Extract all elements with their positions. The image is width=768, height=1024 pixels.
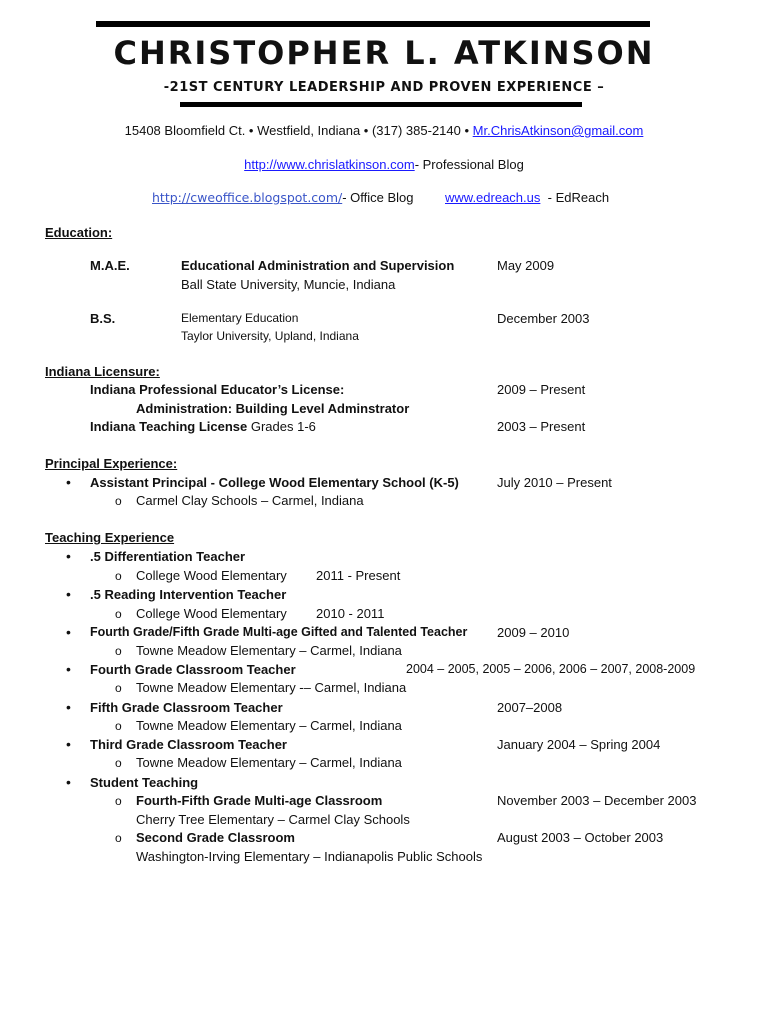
degree-date-mae: May 2009 [497, 258, 555, 273]
teaching-school-date: 2010 - 2011 [316, 606, 385, 621]
degree-field-mae: Educational Administration and Supervision [181, 258, 455, 273]
principal-date: July 2010 – Present [497, 475, 612, 490]
degree-school-bs: Taylor University, Upland, Indiana [181, 329, 359, 343]
circle-bullet-icon: o [115, 681, 122, 695]
office-blog-line [152, 190, 414, 205]
education-heading: Education: [45, 225, 113, 240]
degree-school-mae: Ball State University, Muncie, Indiana [181, 277, 396, 292]
principal-heading: Principal Experience: [45, 456, 178, 471]
edreach-label: - EdReach [547, 190, 610, 205]
student-teaching-date: August 2003 – October 2003 [497, 830, 664, 845]
license-teaching-grades: Grades 1-6 [247, 419, 316, 434]
blog-link[interactable]: http://www.chrislatkinson.com [244, 157, 415, 172]
contact-line [0, 123, 768, 138]
degree-field-bs: Elementary Education [181, 311, 299, 325]
license-admin: Administration: Building Level Adminstrator [136, 401, 410, 416]
principal-role: Assistant Principal - College Wood Elementary School (K-5) [90, 475, 459, 490]
student-teaching-role: Fourth-Fifth Grade Multi-age Classroom [136, 793, 383, 808]
contact-address: 15408 Bloomfield Ct. • Westfield, Indiana • (317) 385-2140 • [124, 123, 470, 138]
blog-line [0, 157, 768, 172]
student-teaching-school: Cherry Tree Elementary – Carmel Clay Schools [136, 812, 410, 827]
license-teaching-title: Indiana Teaching License [90, 419, 248, 434]
teaching-role: Fourth Grade Classroom Teacher [90, 662, 296, 677]
teaching-role: .5 Reading Intervention Teacher [90, 587, 287, 602]
circle-bullet-icon: o [115, 794, 122, 808]
degree-mae: M.A.E. [90, 258, 130, 273]
bullet-icon: • [66, 736, 71, 752]
teaching-role: Fourth Grade/Fifth Grade Multi-age Gifted and Talented Teacher [90, 625, 468, 639]
office-blog-label: - Office Blog [342, 190, 414, 205]
student-teaching-date: November 2003 – December 2003 [497, 793, 697, 808]
bullet-icon: • [66, 586, 71, 602]
teaching-school: College Wood Elementary [136, 606, 287, 621]
bullet-icon: • [66, 548, 71, 564]
teaching-role: Student Teaching [90, 775, 199, 790]
teaching-school: Towne Meadow Elementary – Carmel, Indiana [136, 643, 402, 658]
office-blog-link[interactable]: http://cweoffice.blogspot.com/ [152, 190, 343, 205]
license-professional-date: 2009 – Present [497, 382, 586, 397]
bullet-icon: • [66, 699, 71, 715]
teaching-role: Third Grade Classroom Teacher [90, 737, 287, 752]
degree-bs: B.S. [90, 311, 116, 326]
tagline: -21ST CENTURY LEADERSHIP AND PROVEN EXPERIENCE – [163, 80, 605, 95]
student-teaching-school: Washington-Irving Elementary – Indianapolis Public Schools [136, 849, 483, 864]
license-teaching [90, 419, 316, 434]
teaching-school-date: 2011 - Present [316, 568, 401, 583]
teaching-school: Towne Meadow Elementary – Carmel, Indiana [136, 755, 402, 770]
teaching-role: .5 Differentiation Teacher [90, 549, 246, 564]
circle-bullet-icon: o [115, 831, 122, 845]
teaching-school: College Wood Elementary [136, 568, 287, 583]
edreach-line [445, 190, 609, 205]
bullet-icon: • [66, 474, 71, 490]
circle-bullet-icon: o [115, 607, 122, 621]
teaching-date: 2009 – 2010 [497, 625, 570, 640]
teaching-date: 2007–2008 [497, 700, 563, 715]
top-rule [96, 21, 650, 27]
circle-bullet-icon: o [115, 494, 122, 508]
principal-district: Carmel Clay Schools – Carmel, Indiana [136, 493, 364, 508]
license-teaching-date: 2003 – Present [497, 419, 586, 434]
email-link[interactable]: Mr.ChrisAtkinson@gmail.com [472, 123, 644, 138]
teaching-role: Fifth Grade Classroom Teacher [90, 700, 283, 715]
bullet-icon: • [66, 774, 71, 790]
bullet-icon: • [66, 661, 71, 677]
circle-bullet-icon: o [115, 719, 122, 733]
license-professional: Indiana Professional Educator’s License: [90, 382, 345, 397]
edreach-link[interactable]: www.edreach.us [445, 190, 541, 205]
tagline-rule [180, 102, 582, 107]
teaching-school: Towne Meadow Elementary – Carmel, Indiana [136, 718, 402, 733]
bullet-icon: • [66, 624, 71, 640]
teaching-date: January 2004 – Spring 2004 [497, 737, 661, 752]
licensure-heading: Indiana Licensure: [45, 364, 160, 379]
teaching-school: Towne Meadow Elementary -– Carmel, Indiana [136, 680, 407, 695]
circle-bullet-icon: o [115, 756, 122, 770]
degree-date-bs: December 2003 [497, 311, 590, 326]
blog-label: - Professional Blog [414, 157, 524, 172]
teaching-heading: Teaching Experience [45, 530, 175, 545]
student-teaching-role: Second Grade Classroom [136, 830, 295, 845]
circle-bullet-icon: o [115, 644, 122, 658]
circle-bullet-icon: o [115, 569, 122, 583]
teaching-date: 2004 – 2005, 2005 – 2006, 2006 – 2007, 2008-2009 [406, 662, 696, 676]
resume-name: CHRISTOPHER L. ATKINSON [113, 34, 655, 72]
